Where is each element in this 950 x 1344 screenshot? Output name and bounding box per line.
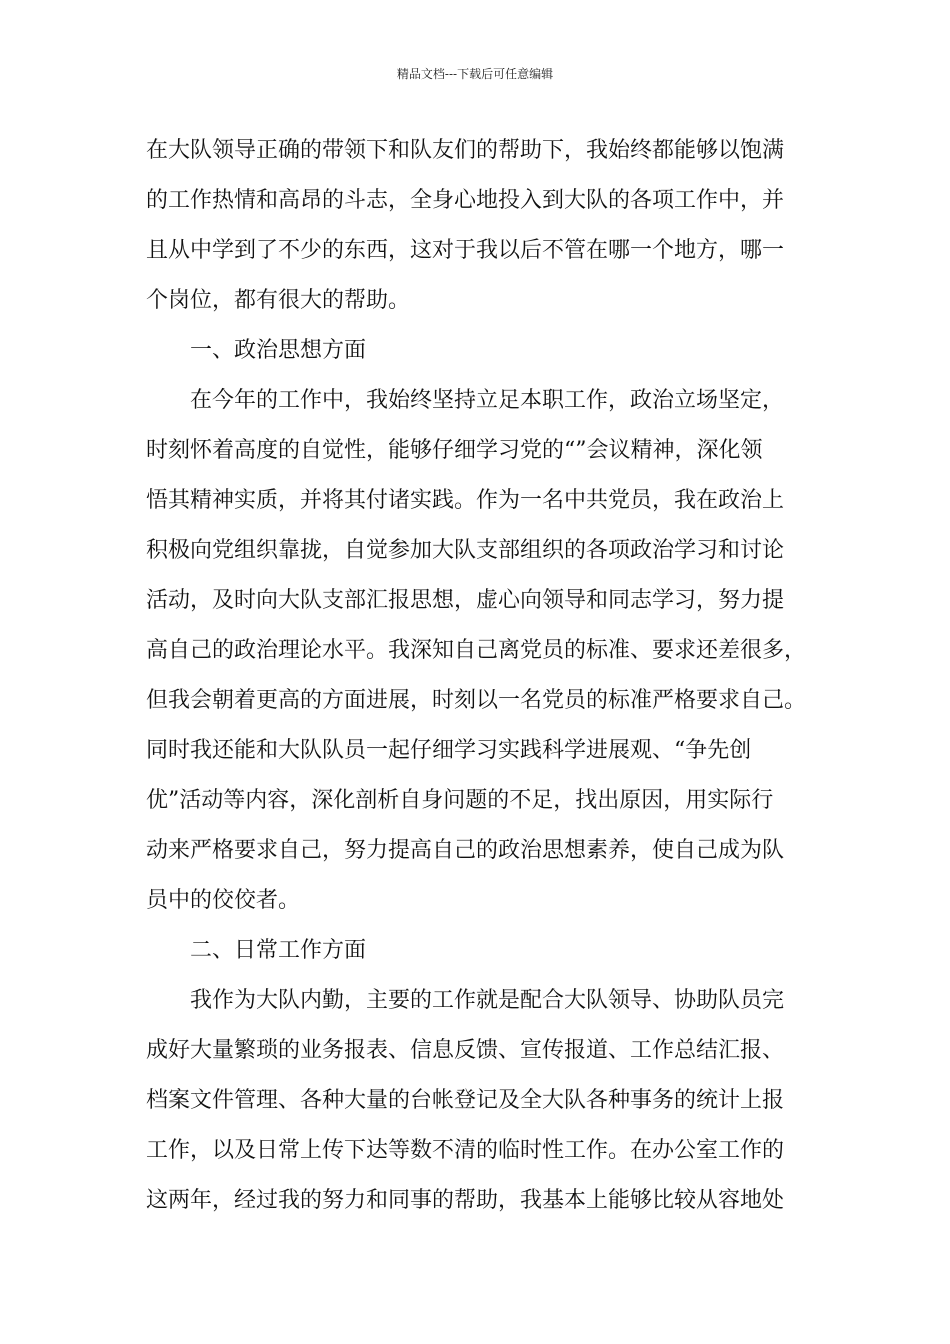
- text-line: 高自己的政治理论水平。我深知自己离党员的标准、要求还差很多，: [146, 638, 807, 663]
- text-line: 我作为大队内勤，主要的工作就是配合大队领导、协助队员完: [190, 988, 785, 1013]
- text-line: 时刻怀着高度的自觉性，能够仔细学习党的“”会议精神，深化领: [146, 438, 763, 463]
- text-line: 这两年，经过我的努力和同事的帮助，我基本上能够比较从容地处: [146, 1188, 785, 1213]
- section-heading: 一、政治思想方面: [190, 338, 367, 363]
- text-line: 但我会朝着更高的方面进展，时刻以一名党员的标准严格要求自己。: [146, 688, 807, 713]
- text-line: 成好大量繁琐的业务报表、信息反馈、宣传报道、工作总结汇报、: [146, 1038, 785, 1063]
- text-line: 活动，及时向大队支部汇报思想，虚心向领导和同志学习，努力提: [146, 588, 785, 613]
- text-line: 个岗位，都有很大的帮助。: [146, 288, 411, 313]
- text-line: 的工作热情和高昂的斗志，全身心地投入到大队的各项工作中，并: [146, 188, 785, 213]
- text-line: 优”活动等内容，深化剖析自身问题的不足，找出原因，用实际行: [146, 788, 774, 813]
- text-line: 积极向党组织靠拢，自觉参加大队支部组织的各项政治学习和讨论: [146, 538, 785, 563]
- text-line: 悟其精神实质，并将其付诸实践。作为一名中共党员，我在政治上: [146, 488, 785, 513]
- text-line: 且从中学到了不少的东西，这对于我以后不管在哪一个地方，哪一: [146, 238, 785, 263]
- section-heading: 二、日常工作方面: [190, 938, 367, 963]
- text-line: 工作，以及日常上传下达等数不清的临时性工作。在办公室工作的: [146, 1138, 785, 1163]
- text-line: 在今年的工作中，我始终坚持立足本职工作，政治立场坚定，: [190, 388, 785, 413]
- text-line: 动来严格要求自己，努力提高自己的政治思想素养，使自己成为队: [146, 838, 785, 863]
- page-header: 精品文档---下载后可任意编辑: [396, 67, 554, 81]
- document-body: [146, 126, 826, 1226]
- text-line: 在大队领导正确的带领下和队友们的帮助下，我始终都能够以饱满: [146, 138, 785, 163]
- text-line: 同时我还能和大队队员一起仔细学习实践科学进展观、“争先创: [146, 738, 752, 763]
- text-line: 员中的佼佼者。: [146, 888, 301, 913]
- text-line: 档案文件管理、各种大量的台帐登记及全大队各种事务的统计上报: [146, 1088, 785, 1113]
